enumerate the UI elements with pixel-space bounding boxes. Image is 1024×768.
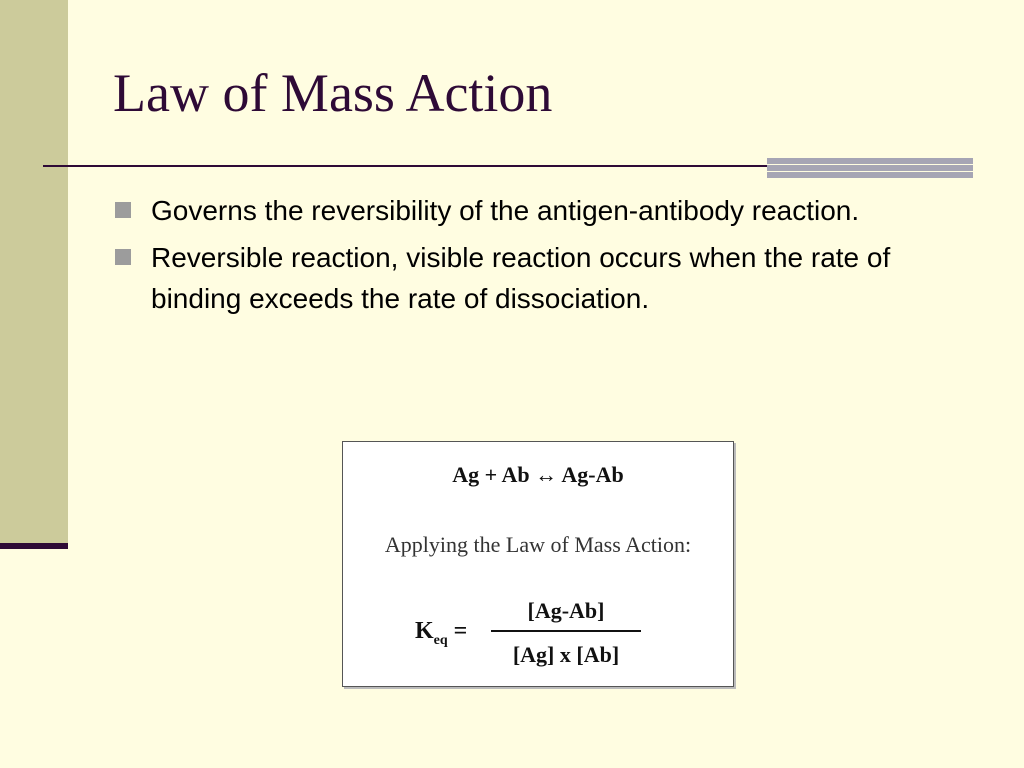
fraction-denominator: [Ag] x [Ab] bbox=[512, 642, 620, 667]
title-underline-rule bbox=[43, 165, 770, 167]
keq-subscript: eq bbox=[433, 632, 448, 648]
bullet-text: Reversible reaction, visible reaction occurs when the rate of binding exceeds the rate of dissociation. bbox=[151, 242, 891, 314]
keq-symbol: K bbox=[415, 618, 434, 644]
bullet-item-reversibility bbox=[115, 190, 965, 231]
left-decorative-band bbox=[0, 0, 68, 546]
title-rule-accent-bars bbox=[767, 158, 973, 178]
fraction-numerator: [Ag-Ab] bbox=[527, 598, 605, 623]
keq-equals-sign: = bbox=[447, 618, 468, 644]
bullet-text: Governs the reversibility of the antigen-antibody reaction. bbox=[151, 195, 860, 226]
equation-image bbox=[342, 441, 734, 687]
reaction-equation: Ag + Ab ↔ Ag-Ab bbox=[452, 462, 624, 487]
fraction-bar bbox=[491, 630, 641, 632]
square-bullet-icon bbox=[115, 249, 131, 265]
keq-label bbox=[415, 618, 467, 649]
bullet-list bbox=[115, 190, 965, 325]
slide-title: Law of Mass Action bbox=[113, 63, 553, 123]
bullet-item-visible-reaction bbox=[115, 237, 965, 319]
left-band-accent-line bbox=[0, 543, 68, 549]
square-bullet-icon bbox=[115, 202, 131, 218]
applying-law-caption: Applying the Law of Mass Action: bbox=[384, 532, 692, 557]
